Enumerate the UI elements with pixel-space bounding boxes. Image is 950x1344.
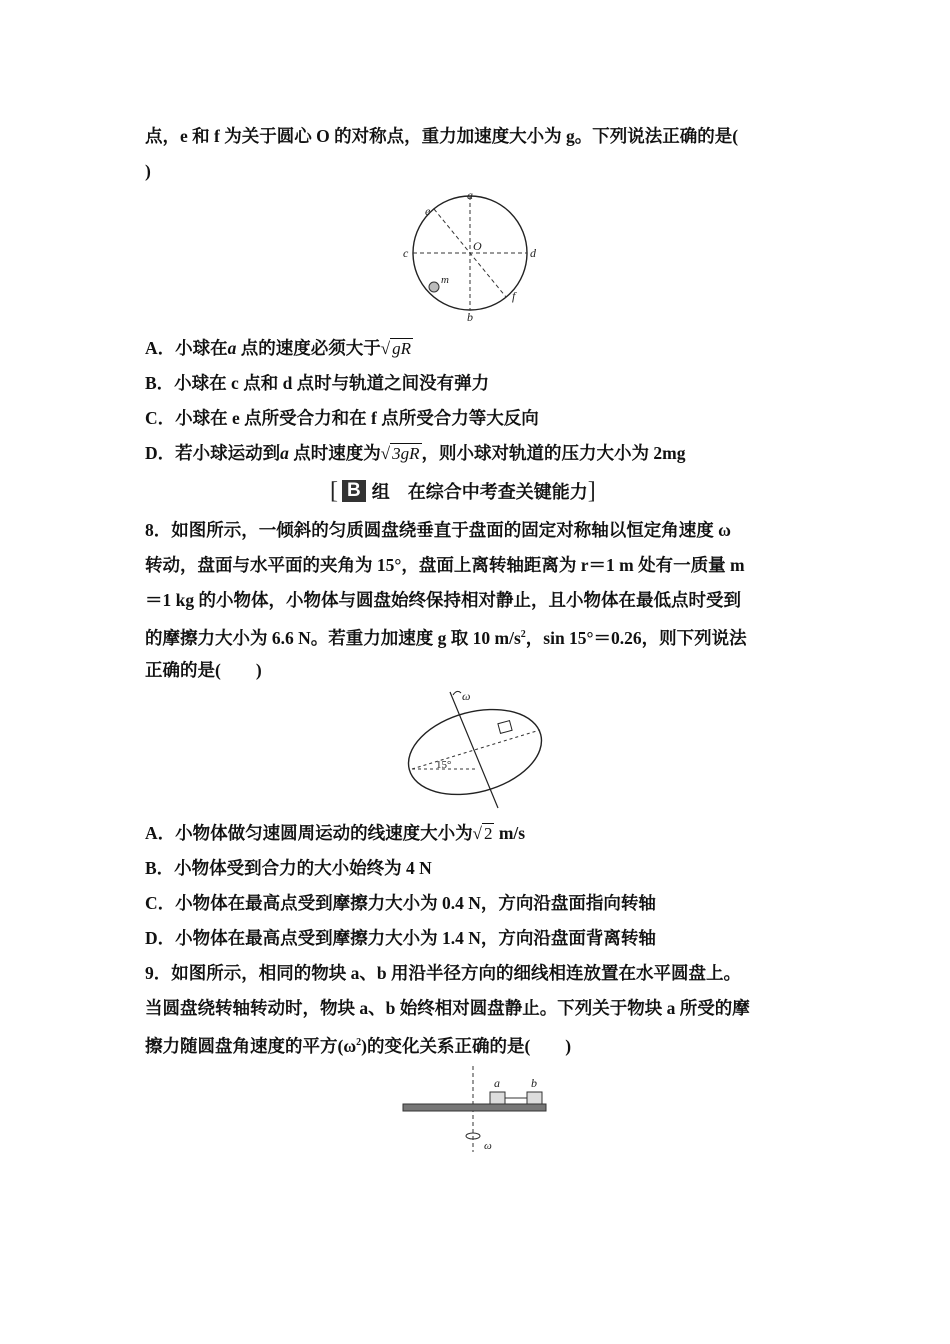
q9-line-1: 9．如图所示，相同的物块 a、b 用沿半径方向的细线相连放置在水平圆盘上。	[145, 963, 741, 983]
block-a	[490, 1092, 505, 1104]
horizontal-disc	[403, 1104, 546, 1111]
label-a: a	[467, 190, 473, 202]
q8-line-1: 8．如图所示，一倾斜的匀质圆盘绕垂直于盘面的固定对称轴以恒定角速度 ω	[145, 520, 731, 540]
label-c: c	[403, 246, 409, 260]
label-m: m	[441, 274, 449, 286]
q9-disc-figure	[400, 1064, 550, 1154]
q8-line-2: 转动，盘面与水平面的夹角为 15°，盘面上离转轴距离为 r＝1 m 处有一质量 m	[145, 555, 745, 575]
q7-stem-line-1: 点，e 和 f 为关于圆心 O 的对称点，重力加速度大小为 g。下列说法正确的是(	[145, 126, 739, 146]
q7-option-b[interactable]: B．小球在 c 点和 d 点时与轨道之间没有弹力	[145, 373, 490, 393]
label-f: f	[512, 289, 516, 303]
label-b: b	[467, 310, 473, 324]
q8-option-d[interactable]: D．小物体在最高点受到摩擦力大小为 1.4 N，方向沿盘面背离转轴	[145, 928, 656, 948]
q7-stem-line-2: )	[145, 161, 151, 181]
q9-line-2: 当圆盘绕转轴转动时，物块 a、b 始终相对圆盘静止。下列关于物块 a 所受的摩	[145, 998, 750, 1018]
section-b-badge: B	[342, 480, 366, 502]
label-d: d	[530, 246, 536, 260]
ball-m	[429, 282, 439, 292]
block-b	[527, 1092, 542, 1104]
q8-line-3: ＝1 kg 的小物体，小物体与圆盘始终保持相对静止，且小物体在最低点时受到	[145, 590, 741, 610]
small-object	[498, 721, 512, 734]
q8-option-c[interactable]: C．小物体在最高点受到摩擦力大小为 0.4 N，方向沿盘面指向转轴	[145, 893, 656, 913]
q8-option-a[interactable]: A．小物体做匀速圆周运动的线速度大小为√ 2 m/s	[145, 823, 526, 843]
q7-option-a[interactable]: A．小球在a 点的速度必须大于√ gR	[145, 338, 411, 358]
label-b: b	[531, 1076, 537, 1090]
label-a: a	[494, 1076, 500, 1090]
sqrt-2: √ 2	[472, 824, 493, 843]
disc-radius-line	[412, 730, 540, 769]
label-e: e	[425, 204, 431, 218]
q8-disc-figure	[400, 686, 550, 811]
q7-option-d[interactable]: D．若小球运动到a 点时速度为√ 3gR ，则小球对轨道的压力大小为 2mg	[145, 443, 686, 463]
q9-line-3: 擦力随圆盘角速度的平方$(\omega^2)$的变化关系正确的是( )	[145, 1035, 572, 1056]
sqrt-3gR: √ 3gR	[380, 444, 420, 463]
q7-circle-figure	[400, 190, 550, 325]
q8-line-5: 正确的是( )	[145, 660, 262, 680]
q7-option-c[interactable]: C．小球在 e 点所受合力和在 f 点所受合力等大反向	[145, 408, 539, 428]
label-omega: ω	[462, 689, 471, 703]
q8-line-4: 的摩擦力大小为 6.6 N。若重力加速度 g 取 10 $m/s^2$，sin 15°＝0.26，则下列说法	[145, 627, 747, 648]
label-15deg: 15°	[436, 759, 452, 771]
label-O: O	[473, 239, 482, 253]
q8-option-b[interactable]: B．小物体受到合力的大小始终为 4 N	[145, 858, 432, 878]
omega-arrow	[453, 691, 461, 695]
sqrt-gR: √ gR	[380, 339, 411, 358]
section-header-b: [ B 组 在综合中考查关键能力 ]	[330, 477, 596, 504]
label-omega: ω	[484, 1140, 492, 1152]
